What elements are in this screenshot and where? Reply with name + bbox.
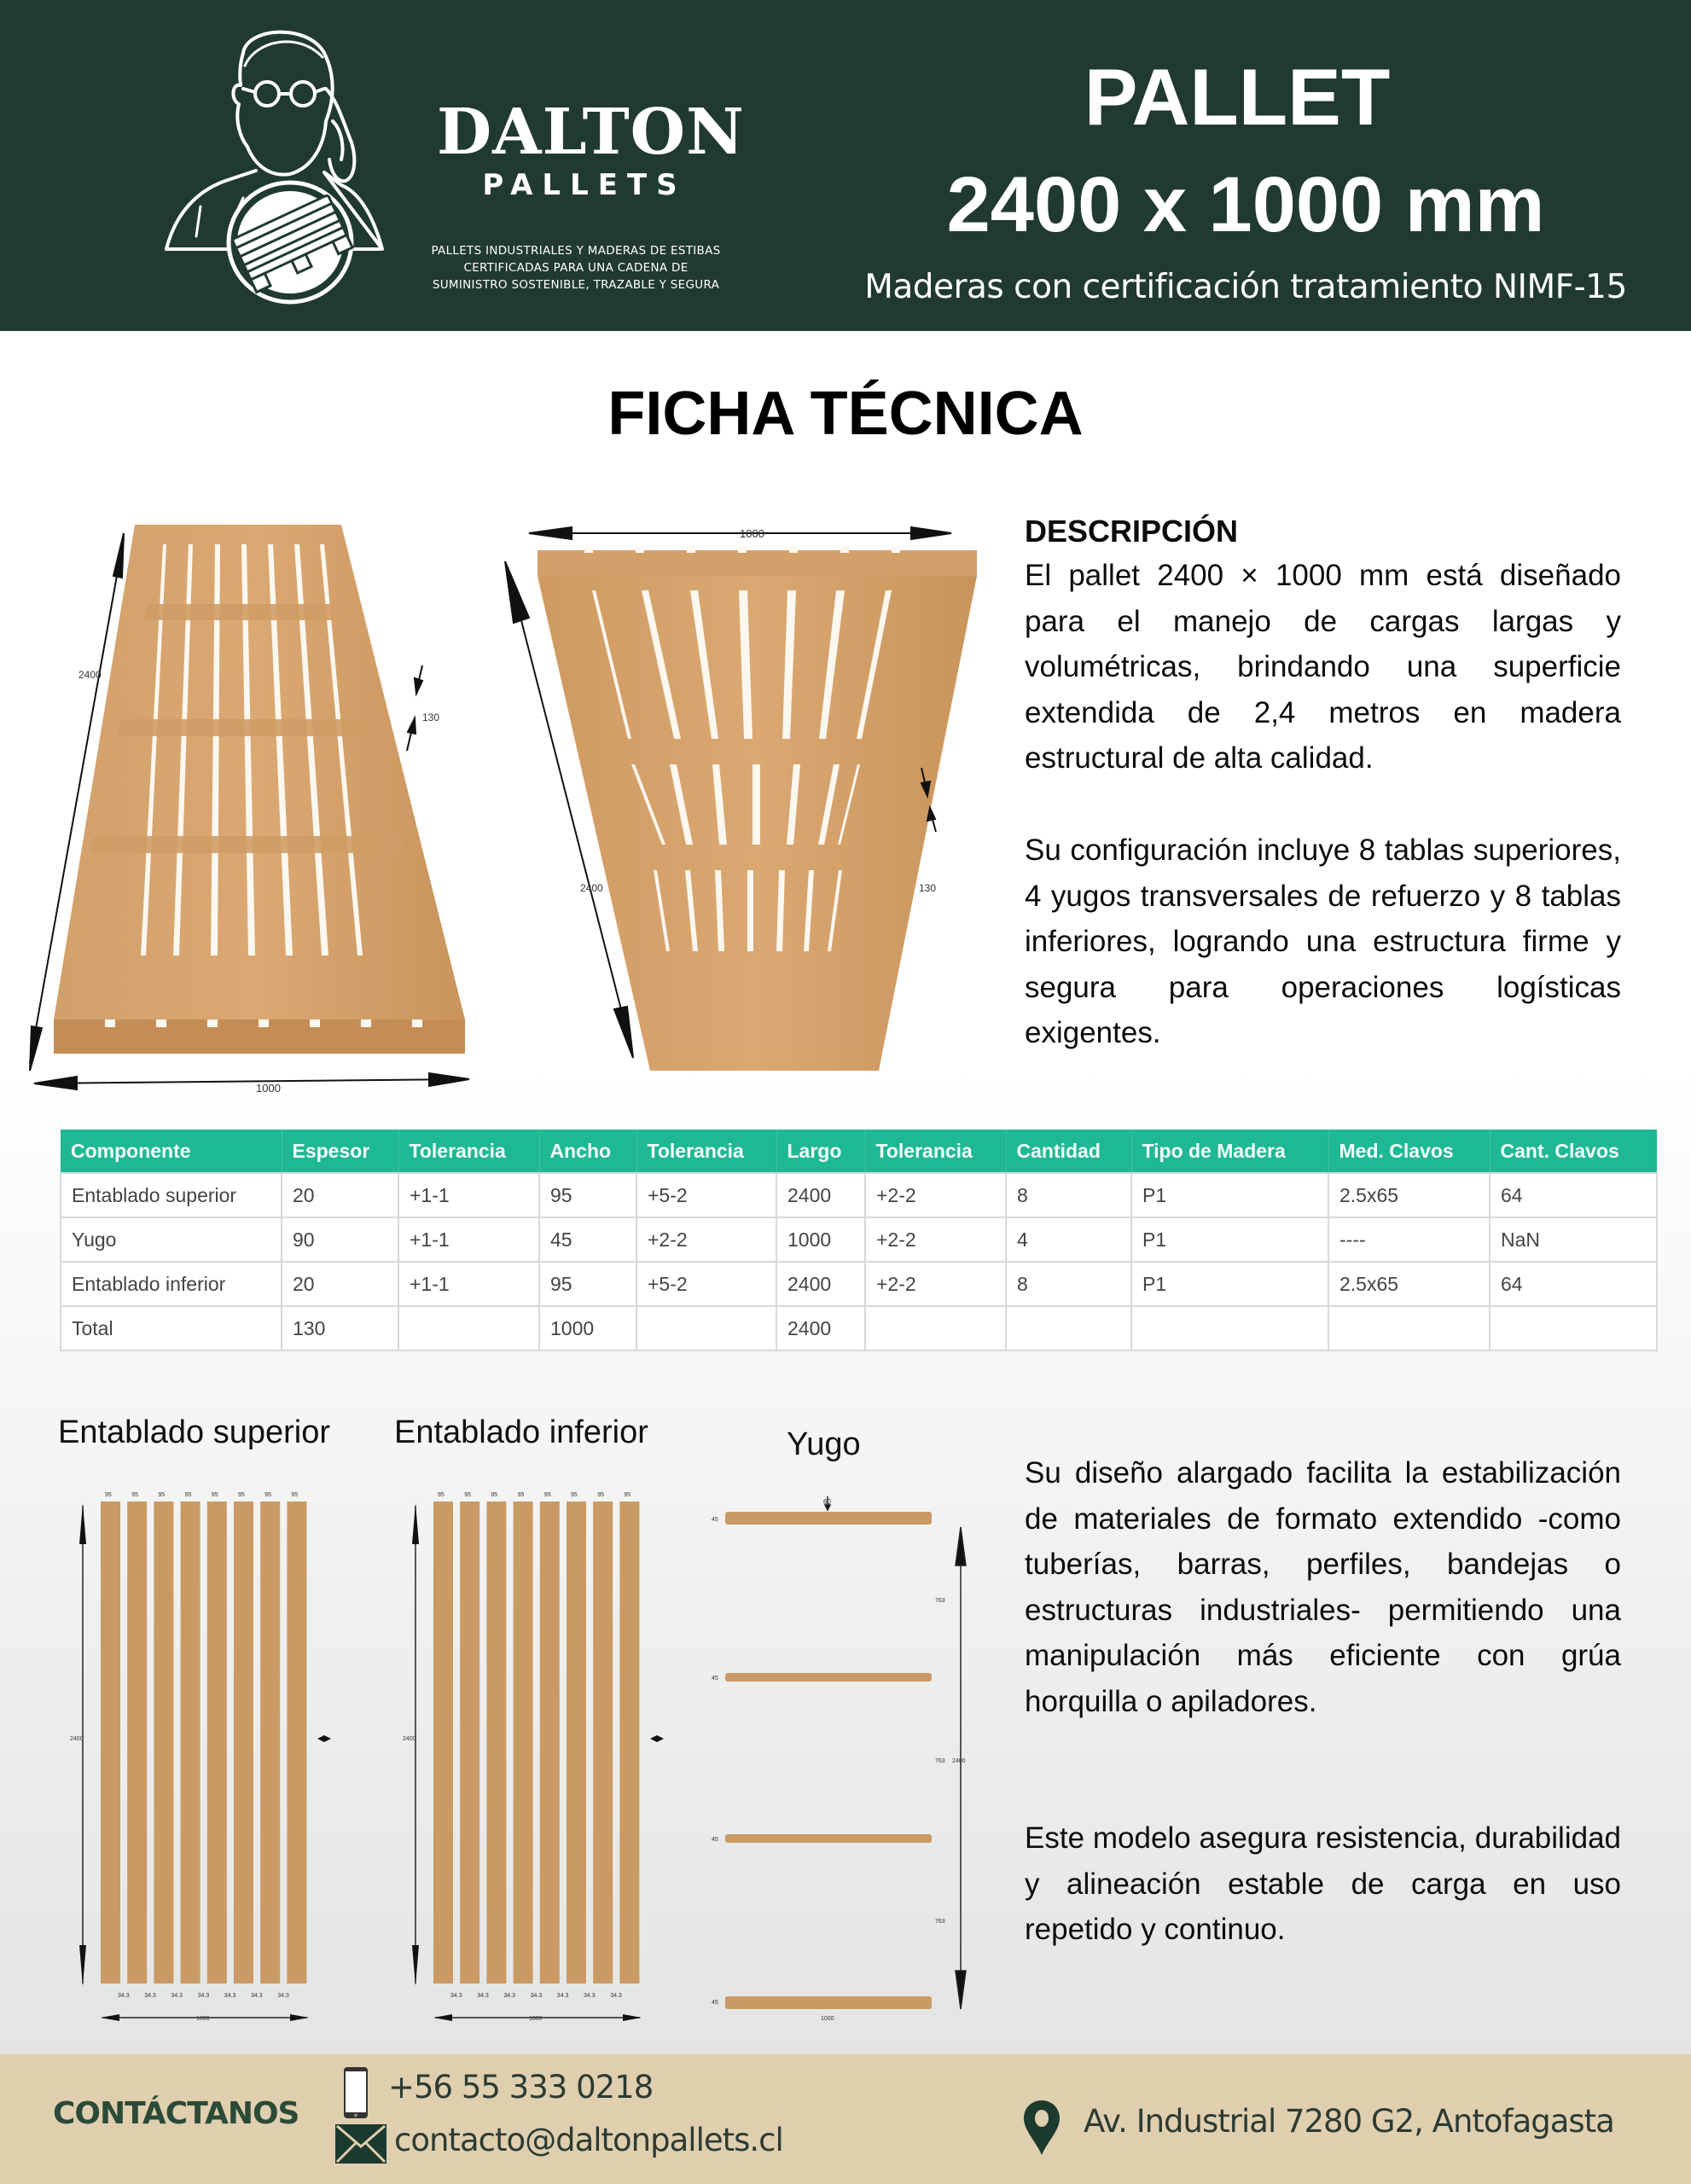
- gap-label: 34.3: [118, 1993, 130, 1999]
- board-width-label: 95: [464, 1492, 471, 1498]
- description-heading: DESCRIPCIÓN: [1025, 514, 1239, 549]
- board: [234, 1502, 253, 1984]
- board: [593, 1502, 613, 1984]
- gap-label: 34.3: [144, 1993, 156, 1999]
- board: [181, 1502, 200, 1984]
- board-width-label: 95: [238, 1492, 245, 1498]
- contact-email[interactable]: contacto@daltonpallets.cl: [394, 2122, 783, 2158]
- board: [540, 1502, 560, 1984]
- yugo-beam: [725, 1673, 932, 1682]
- total-width-label: 1000: [196, 2016, 210, 2022]
- table-cell: Yugo: [61, 1217, 282, 1262]
- drawing-title-yugo: Yugo: [787, 1426, 861, 1462]
- dim-width-label: 1000: [740, 527, 764, 540]
- yugo-spacing-label: 763: [935, 1758, 945, 1764]
- table-row: [61, 1306, 1657, 1350]
- dim-height-label: 130: [919, 882, 937, 894]
- table-cell: 8: [1006, 1262, 1131, 1306]
- board: [260, 1502, 280, 1984]
- drawing-title-superior: Entablado superior: [58, 1414, 330, 1450]
- table-cell: 95: [539, 1262, 636, 1306]
- brand-tagline: [388, 242, 764, 293]
- total-width-label: 1000: [529, 2016, 543, 2022]
- tagline-line: SUMINISTRO SOSTENIBLE, TRAZABLE Y SEGURA: [432, 278, 720, 292]
- board-width-label: 95: [211, 1492, 218, 1498]
- table-cell: Entablado inferior: [61, 1262, 282, 1306]
- table-cell: ----: [1328, 1217, 1490, 1262]
- table-row: [61, 1217, 1657, 1262]
- board-width-label: 95: [105, 1492, 112, 1498]
- column-header: Cant. Clavos: [1490, 1130, 1657, 1173]
- table-cell: Total: [61, 1306, 282, 1350]
- tagline-line: PALLETS INDUSTRIALES Y MADERAS DE ESTIBAS: [431, 244, 721, 258]
- boards-drawing-inferior: [384, 1484, 674, 2039]
- board: [433, 1502, 453, 1984]
- board-width-label: 95: [491, 1492, 498, 1498]
- brand-subtitle: PALLETS: [482, 168, 687, 202]
- gap-label: 34.3: [477, 1993, 489, 1999]
- gap-label: 34.3: [277, 1993, 289, 1999]
- table-cell: 20: [282, 1262, 398, 1306]
- table-cell: +1-1: [398, 1217, 539, 1262]
- gap-label: 34.3: [584, 1993, 596, 1999]
- description-paragraph: Su configuración incluye 8 tablas superiores, 4 yugos transversales de refuerzo y 8 tablas inferiores, logrando una estructura firme y segura para operaciones logísticas exigentes.: [1025, 834, 1621, 1050]
- board: [127, 1502, 147, 1984]
- gap-label: 34.3: [503, 1993, 516, 1999]
- column-header: Largo: [776, 1130, 865, 1173]
- table-cell: +5-2: [636, 1262, 776, 1306]
- board-width-label: 95: [438, 1492, 445, 1498]
- yugo-offset-label: 60: [823, 1498, 831, 1506]
- arrow-head: [79, 1503, 86, 1544]
- board: [460, 1502, 479, 1984]
- pallet-perspective-drawing-left: [21, 508, 499, 1105]
- board: [154, 1502, 173, 1984]
- pallet-top-edge: [538, 550, 977, 576]
- table-cell: [865, 1306, 1006, 1350]
- table-cell: Entablado superior: [61, 1173, 282, 1217]
- table-cell: 2400: [776, 1173, 865, 1217]
- table-cell: 1000: [776, 1217, 865, 1262]
- board-width-label: 95: [291, 1492, 299, 1498]
- board-width-label: 95: [184, 1492, 192, 1498]
- dim-length-label: 2400: [580, 882, 603, 894]
- column-header: Tolerancia: [398, 1130, 539, 1173]
- table-cell: [1131, 1306, 1328, 1350]
- yugo-thickness-label: 45: [712, 1837, 718, 1843]
- table-cell: +1-1: [398, 1262, 539, 1306]
- yugo-beam: [725, 1512, 932, 1525]
- board-width-label: 95: [264, 1492, 271, 1498]
- yugo-beam: [725, 1834, 932, 1843]
- gap-label: 34.3: [171, 1993, 183, 1999]
- yugo-thickness-label: 45: [712, 1517, 718, 1523]
- table-row: [61, 1173, 1657, 1217]
- table-row: [61, 1262, 1657, 1306]
- gap-label: 34.3: [224, 1993, 236, 1999]
- brand-name: DALTON: [437, 96, 745, 169]
- yugo-spacing-label: 763: [935, 1919, 945, 1925]
- table-cell: 20: [282, 1173, 398, 1217]
- column-header: Tolerancia: [865, 1130, 1006, 1173]
- table-header-row: [61, 1130, 1657, 1173]
- location-pin-icon: [1022, 2099, 1061, 2157]
- description-paragraph: El pallet 2400 × 1000 mm está diseñado para el manejo de cargas largas y volumétricas, brindando una superficie extendida de 2,4 metros en madera estructural de alta calidad.: [1025, 559, 1621, 775]
- table-cell: 4: [1006, 1217, 1131, 1262]
- board-length-label: 2400: [403, 1736, 416, 1742]
- table-cell: 130: [282, 1306, 398, 1350]
- table-cell: [1490, 1306, 1657, 1350]
- table-cell: [398, 1306, 539, 1350]
- board-width-label: 95: [131, 1492, 138, 1498]
- dim-width-label: 1000: [256, 1082, 281, 1095]
- column-header: Ancho: [539, 1130, 636, 1173]
- arrow-head: [412, 1945, 419, 1986]
- gap-label: 34.3: [556, 1993, 569, 1999]
- board: [486, 1502, 506, 1984]
- board-width-label: 95: [597, 1492, 604, 1498]
- board-width-label: 95: [624, 1492, 631, 1498]
- table-cell: [1328, 1306, 1490, 1350]
- contact-address: Av. Industrial 7280 G2, Antofagasta: [1084, 2103, 1614, 2140]
- table-cell: 1000: [539, 1306, 636, 1350]
- pallet-perspective-drawing-right: [503, 512, 990, 1092]
- board-width-label: 95: [158, 1492, 166, 1498]
- gap-label: 34.3: [530, 1993, 543, 1999]
- yugo-beam: [725, 1996, 932, 2009]
- table-cell: 2400: [776, 1306, 865, 1350]
- gap-label: 34.3: [450, 1993, 462, 1999]
- email-icon: [335, 2124, 386, 2164]
- column-header: Espesor: [282, 1130, 398, 1173]
- column-header: Tolerancia: [636, 1130, 776, 1173]
- table-cell: 90: [282, 1217, 398, 1262]
- contact-label: CONTÁCTANOS: [53, 2096, 299, 2131]
- yugo-length-label: 1000: [821, 2016, 834, 2022]
- board: [514, 1502, 533, 1984]
- yugo-thickness-label: 45: [712, 2000, 718, 2006]
- table-cell: 45: [539, 1217, 636, 1262]
- table-cell: 2400: [776, 1262, 865, 1306]
- phone-icon: [343, 2066, 369, 2119]
- table-cell: [1006, 1306, 1131, 1350]
- table-cell: 95: [539, 1173, 636, 1217]
- table-cell: P1: [1131, 1262, 1328, 1306]
- board-width-label: 95: [517, 1492, 525, 1498]
- yugo-spacing-label: 763: [935, 1598, 945, 1604]
- pallet-deck: [54, 525, 465, 1019]
- table-cell: +2-2: [865, 1262, 1006, 1306]
- board: [287, 1502, 306, 1984]
- arrow-head: [79, 1945, 86, 1986]
- spec-table: [60, 1130, 1658, 1351]
- table-cell: 8: [1006, 1173, 1131, 1217]
- table-cell: +2-2: [865, 1173, 1006, 1217]
- yugo-thickness-label: 45: [712, 1676, 718, 1682]
- gap-label: 34.3: [197, 1993, 210, 1999]
- yugo-drawing: [700, 1484, 981, 2022]
- product-title: PALLET: [1084, 52, 1391, 142]
- table-cell: 64: [1490, 1262, 1657, 1306]
- table-cell: NaN: [1490, 1217, 1657, 1262]
- tagline-line: CERTIFICADAS PARA UNA CADENA DE: [463, 261, 689, 275]
- gap-label: 34.3: [610, 1993, 622, 1999]
- board: [101, 1502, 120, 1984]
- table-cell: [636, 1306, 776, 1350]
- boards-drawing-superior: [51, 1484, 341, 2039]
- table-cell: P1: [1131, 1217, 1328, 1262]
- yugo-total-label: 2400: [952, 1758, 966, 1764]
- table-cell: 2.5x65: [1328, 1262, 1490, 1306]
- dim-height-label: 130: [422, 712, 440, 723]
- product-size: 2400 x 1000 mm: [946, 161, 1545, 248]
- column-header: Tipo de Madera: [1131, 1130, 1328, 1173]
- arrow-head: [412, 1503, 419, 1544]
- column-header: Cantidad: [1006, 1130, 1131, 1173]
- table-cell: +5-2: [636, 1173, 776, 1217]
- column-header: Med. Clavos: [1328, 1130, 1490, 1173]
- board: [619, 1502, 639, 1984]
- table-cell: 64: [1490, 1173, 1657, 1217]
- contact-phone[interactable]: +56 55 333 0218: [388, 2069, 654, 2106]
- description-paragraph: Su diseño alargado facilita la estabilización de materiales de formato extendido -como tuberías, barras, perfiles, bandejas o estructuras industriales- permitiendo una manipulación más eficiente con grúa horquilla o apiladores.: [1025, 1456, 1621, 1718]
- table-cell: P1: [1131, 1173, 1328, 1217]
- board: [567, 1502, 586, 1984]
- product-certification: Maderas con certificación tratamiento NIMF-15: [864, 268, 1627, 306]
- table-cell: 2.5x65: [1328, 1173, 1490, 1217]
- board-length-label: 2400: [70, 1736, 84, 1742]
- gap-label: 34.3: [251, 1993, 263, 1999]
- column-header: Componente: [61, 1130, 282, 1173]
- description-paragraph: Este modelo asegura resistencia, durabilidad y alineación estable de carga en uso repetido y continuo.: [1025, 1821, 1621, 1947]
- table-cell: +1-1: [398, 1173, 539, 1217]
- dalton-mascot-logo: [162, 19, 384, 305]
- table-cell: +2-2: [636, 1217, 776, 1262]
- dim-length-label: 2400: [78, 669, 102, 681]
- board: [207, 1502, 227, 1984]
- board-width-label: 95: [543, 1492, 551, 1498]
- table-cell: +2-2: [865, 1217, 1006, 1262]
- page-title: FICHA TÉCNICA: [607, 380, 1084, 448]
- board-width-label: 95: [571, 1492, 578, 1498]
- drawing-title-inferior: Entablado inferior: [394, 1414, 648, 1450]
